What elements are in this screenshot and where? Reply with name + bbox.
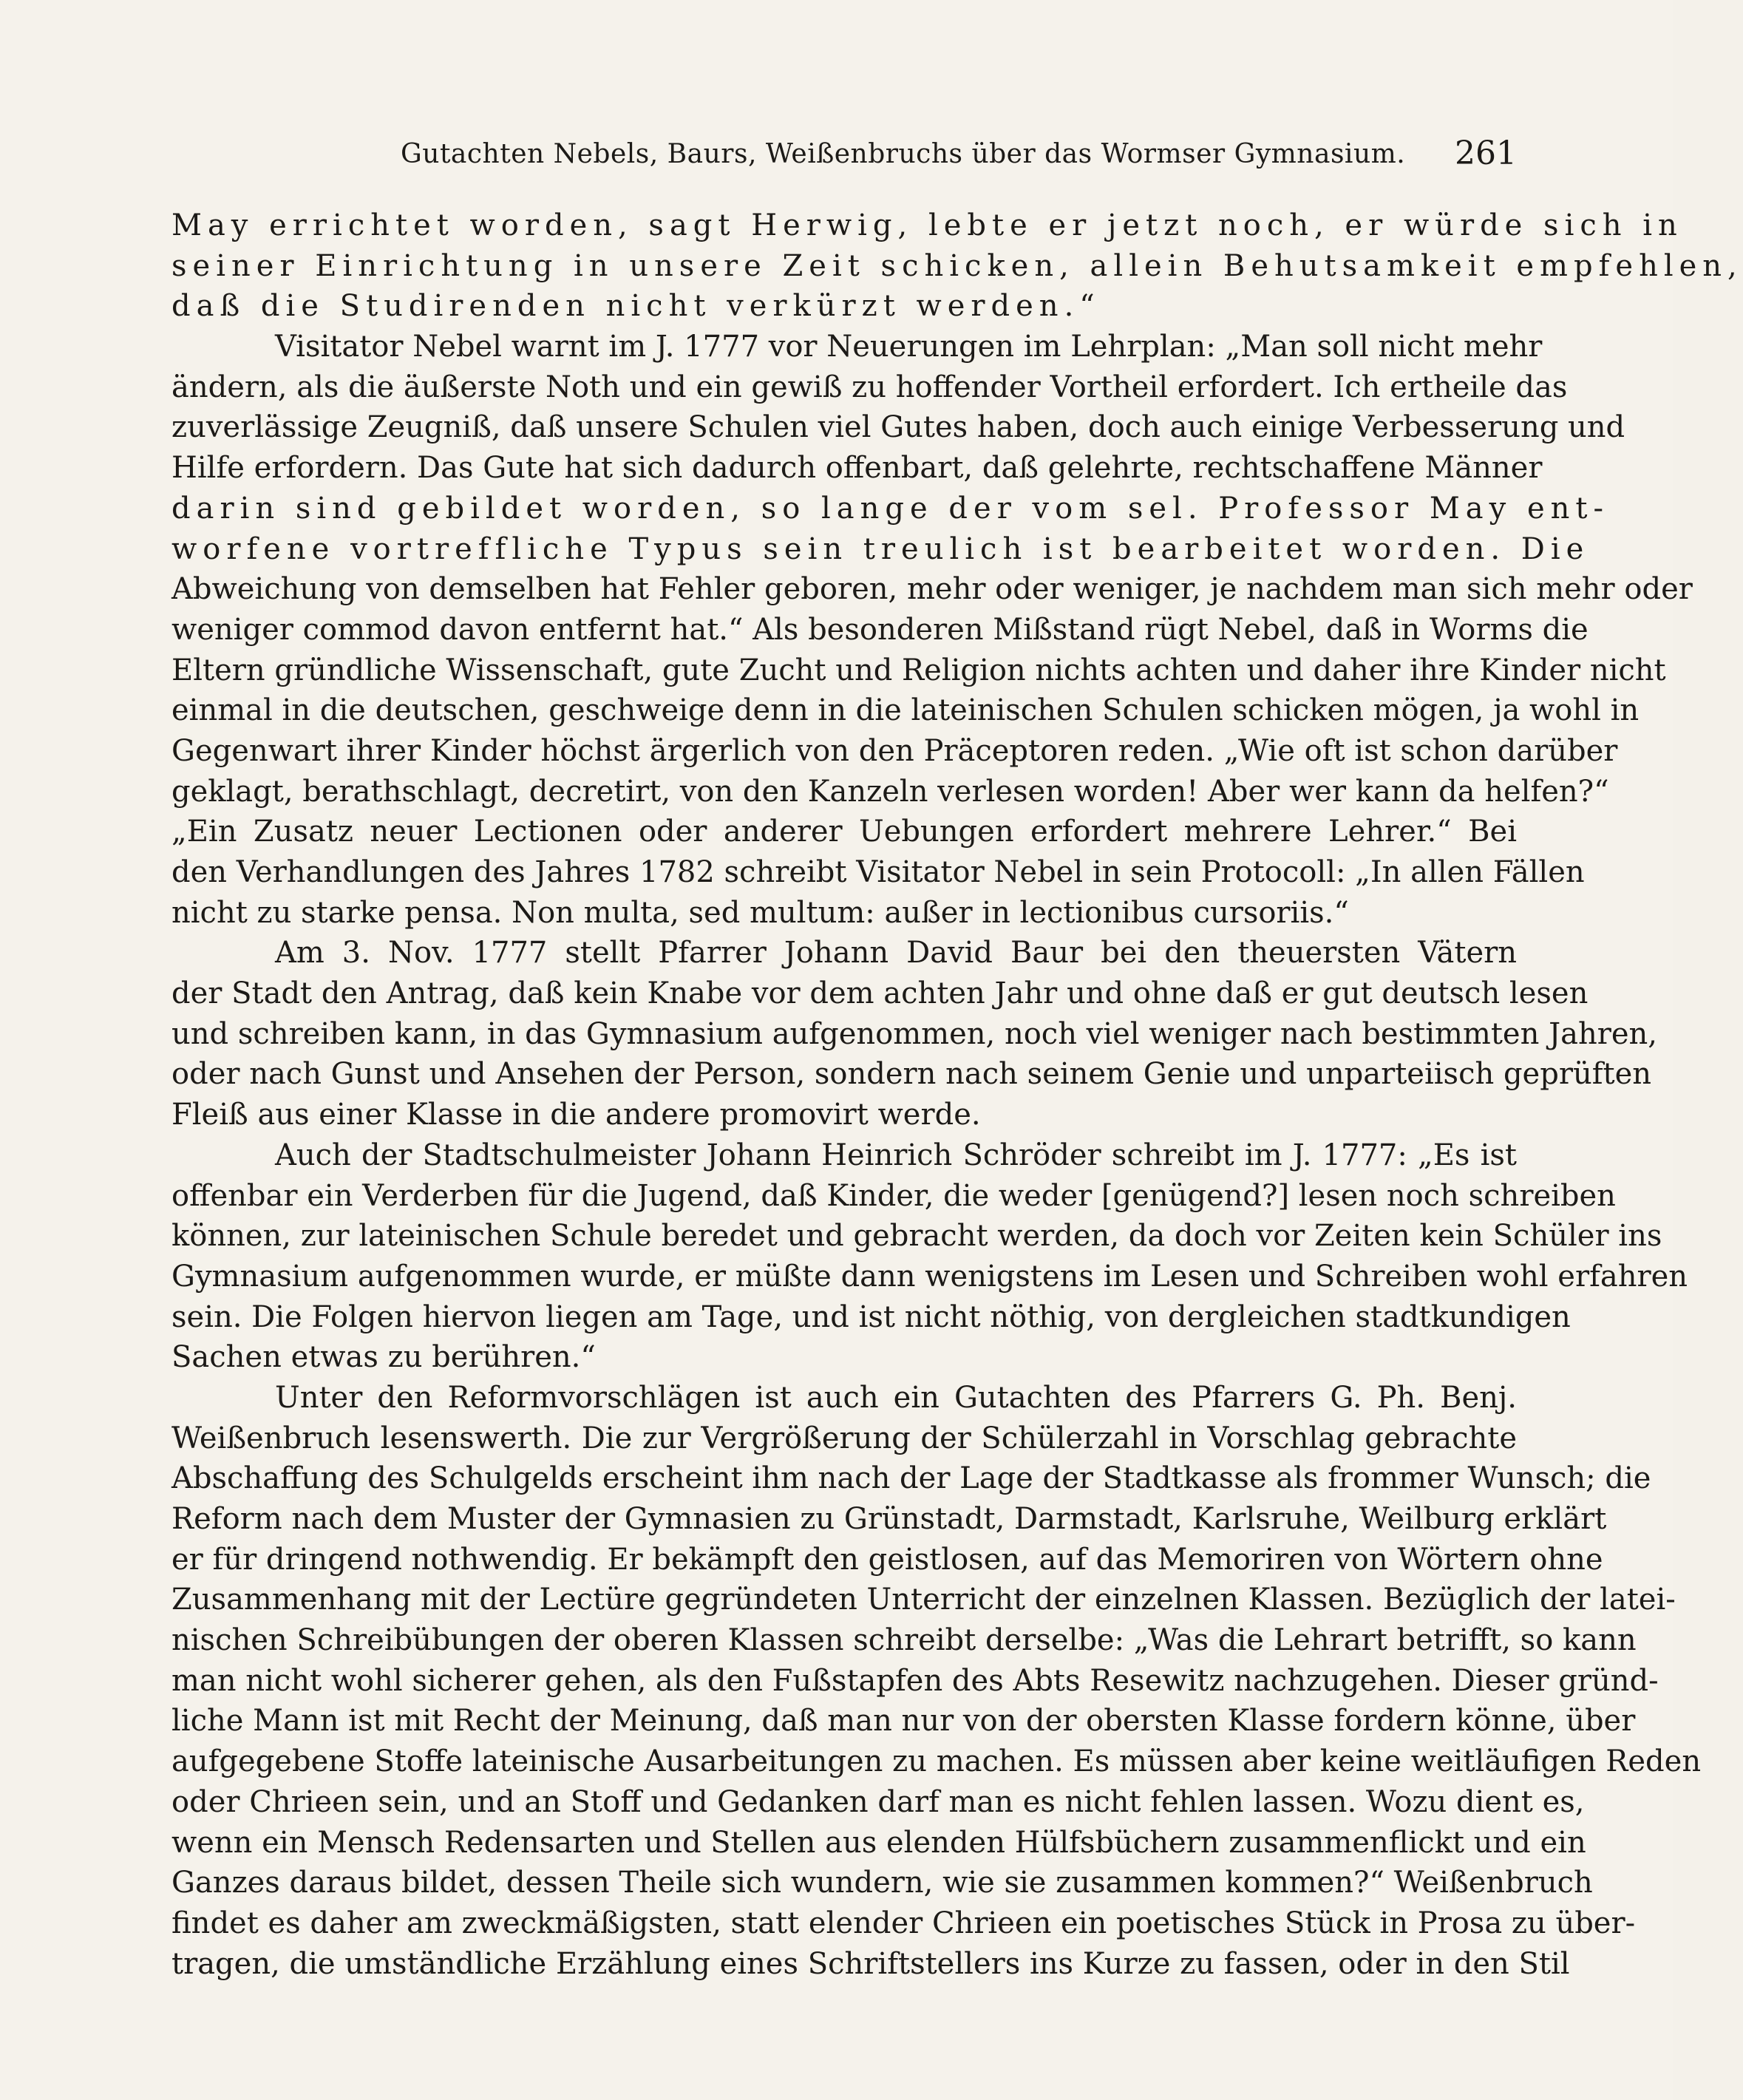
text-line: Abweichung von demselben hat Fehler geboren, mehr oder weniger, je nachdem man sich mehr oder (171, 572, 1693, 607)
text-line: man nicht wohl sicherer gehen, als den Fußstapfen des Abts Resewitz nachzugehen. Dieser gründ- (171, 1663, 1659, 1698)
text-line: aufgegebene Stoffe lateinische Ausarbeitungen zu machen. Es müssen aber keine weitläufigen Reden (171, 1744, 1702, 1779)
text-line: liche Mann ist mit Recht der Meinung, daß man nur von der obersten Klasse fordern könne, über (171, 1704, 1636, 1739)
text-line: „Ein Zusatz neuer Lectionen oder anderer Uebungen erfordert mehrere Lehrer.“ Bei (171, 815, 1517, 849)
text-line: weniger commod davon entfernt hat.“ Als besonderen Mißstand rügt Nebel, daß in Worms die (171, 612, 1589, 647)
text-line: Abschaffung des Schulgelds erscheint ihm nach der Lage der Stadtkasse als frommer Wunsch; die (171, 1461, 1651, 1496)
text-line: Gegenwart ihrer Kinder höchst ärgerlich von den Präceptoren reden. „Wie oft ist schon darüber (171, 733, 1618, 768)
text-line: Gymnasium aufgenommen wurde, er müßte dann wenigstens im Lesen und Schreiben wohl erfahren (171, 1259, 1688, 1294)
text-line: den Verhandlungen des Jahres 1782 schreibt Visitator Nebel in sein Protocoll: „In allen Fällen (171, 855, 1585, 889)
text-line: Eltern gründliche Wissenschaft, gute Zucht und Religion nichts achten und daher ihre Kinder nicht (171, 653, 1666, 687)
body-text (171, 205, 1743, 2025)
paragraph-start-line: Unter den Reformvorschlägen ist auch ein Gutachten des Pfarrers G. Ph. Benj. (275, 1380, 1517, 1415)
text-line: Sachen etwas zu berühren.“ (171, 1340, 596, 1375)
text-line: sein. Die Folgen hiervon liegen am Tage, und ist nicht nöthig, von dergleichen stadtkundigen (171, 1299, 1571, 1334)
text-line: seiner Einrichtung in unsere Zeit schicken, allein Behutsamkeit empfehlen, (171, 248, 1743, 283)
text-line (171, 1984, 1517, 2025)
text-line: nicht zu starke pensa. Non multa, sed multum: außer in lectionibus cursoriis.“ (171, 895, 1349, 930)
text-line: geklagt, berathschlagt, decretirt, von den Kanzeln verlesen worden! Aber wer kann da helfen?“ (171, 774, 1609, 809)
text-line: Fleiß aus einer Klasse in die andere promovirt werde. (171, 1098, 981, 1132)
text-line: der Stadt den Antrag, daß kein Knabe vor dem achten Jahr und ohne daß er gut deutsch lesen (171, 976, 1589, 1011)
text-line: er für dringend nothwendig. Er bekämpft den geistlosen, auf das Memoriren von Wörtern ohne (171, 1542, 1603, 1577)
text-line: nischen Schreibübungen der oberen Klassen schreibt derselbe: „Was die Lehrart betrifft, so kann (171, 1623, 1637, 1658)
text-line: einmal in die deutschen, geschweige denn in die lateinischen Schulen schicken mögen, ja wohl in (171, 693, 1640, 728)
text-line: Hilfe erfordern. Das Gute hat sich dadurch offenbart, daß gelehrte, rechtschaffene Männer (171, 451, 1543, 486)
text-line: findet es daher am zweckmäßigsten, statt elender Chrieen ein poetisches Stück in Prosa zu über- (171, 1906, 1636, 1940)
paragraph-start-line: Auch der Stadtschulmeister Johann Heinrich Schröder schreibt im J. 1777: „Es ist (275, 1138, 1517, 1172)
text-line: und schreiben kann, in das Gymnasium aufgenommen, noch viel weniger nach bestimmten Jahren, (171, 1016, 1657, 1051)
text-line: darin sind gebildet worden, so lange der vom sel. Professor May ent- (171, 491, 1609, 526)
text-line: wenn ein Mensch Redensarten und Stellen aus elenden Hülfsbüchern zusammenflickt und ein (171, 1825, 1586, 1860)
text-line: Reform nach dem Muster der Gymnasien zu Grünstadt, Darmstadt, Karlsruhe, Weilburg erklärt (171, 1502, 1607, 1536)
running-head: Gutachten Nebels, Baurs, Weißenbruchs über das Wormser Gymnasium. (401, 139, 1406, 169)
text-line: zuverlässige Zeugniß, daß unsere Schulen viel Gutes haben, doch auch einige Verbesserung und (171, 410, 1625, 445)
text-line: worfene vortreffliche Typus sein treulich ist bearbeitet worden. Die (171, 531, 1590, 566)
page-number: 261 (1455, 135, 1517, 172)
text-line: Zusammenhang mit der Lectüre gegründeten Unterricht der einzelnen Klassen. Bezüglich der latei- (171, 1583, 1676, 1617)
text-line: daß die Studirenden nicht verkürzt werden.“ (171, 289, 1101, 324)
text-line: May errichtet worden, sagt Herwig, lebte er jetzt noch, er würde sich in (171, 208, 1683, 242)
text-line: ändern, als die äußerste Noth und ein gewiß zu hoffender Vortheil erfordert. Ich ertheile das (171, 370, 1568, 404)
text-line: oder nach Gunst und Ansehen der Person, sondern nach seinem Genie und unparteiisch geprüften (171, 1057, 1652, 1092)
text-line: Weißenbruch lesenswerth. Die zur Vergrößerung der Schülerzahl in Vorschlag gebrachte (171, 1421, 1517, 1455)
page-header (171, 137, 1517, 182)
text-line: offenbar ein Verderben für die Jugend, daß Kinder, die weder [genügend?] lesen noch schreiben (171, 1178, 1616, 1213)
text-line: tragen, die umständliche Erzählung eines Schriftstellers ins Kurze zu fassen, oder in den Stil (171, 1946, 1570, 1981)
text-line: Ganzes daraus bildet, dessen Theile sich wundern, wie sie zusammen kommen?“ Weißenbruch (171, 1866, 1593, 1900)
paragraph-start-line: Am 3. Nov. 1777 stellt Pfarrer Johann David Baur bei den theuersten Vätern (275, 936, 1517, 971)
paragraph-start-line: Visitator Nebel warnt im J. 1777 vor Neuerungen im Lehrplan: „Man soll nicht mehr (275, 330, 1543, 364)
text-line: können, zur lateinischen Schule beredet und gebracht werden, da doch vor Zeiten kein Schüler ins (171, 1219, 1662, 1254)
text-line: oder Chrieen sein, und an Stoff und Gedanken darf man es nicht fehlen lassen. Wozu dient es, (171, 1784, 1585, 1819)
